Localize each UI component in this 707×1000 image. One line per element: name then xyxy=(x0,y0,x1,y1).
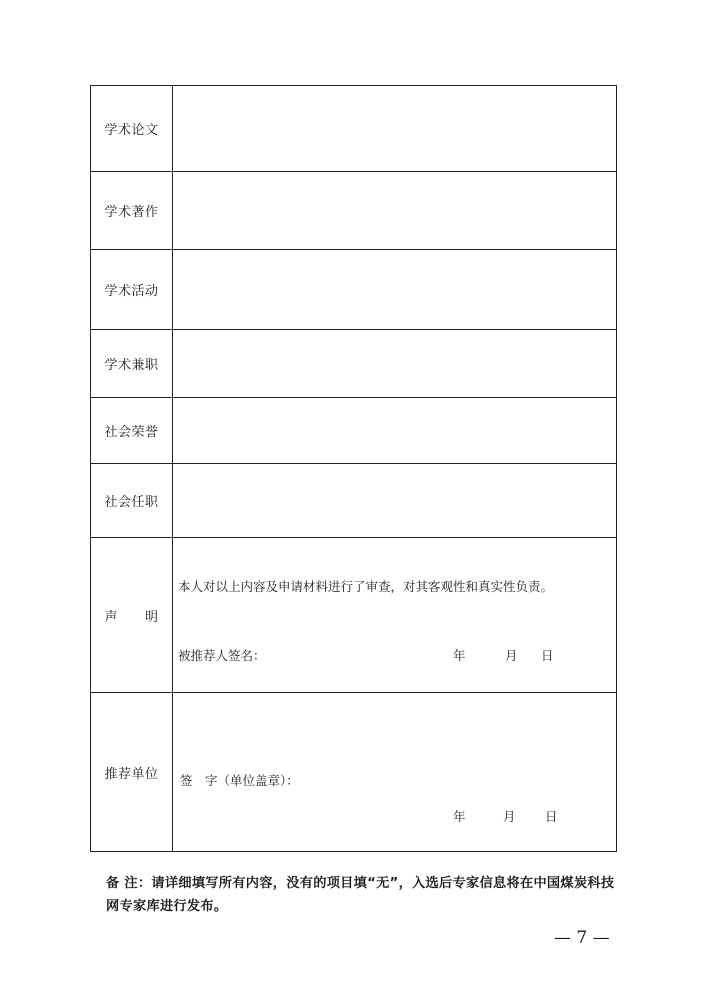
recommender-label: 推荐单位 xyxy=(91,693,173,851)
social-honors-field[interactable] xyxy=(173,398,616,463)
social-positions-field[interactable] xyxy=(173,464,616,537)
application-form-table xyxy=(90,85,617,852)
table-row-academic-positions xyxy=(91,330,616,398)
row-label: 学术著作 xyxy=(91,172,173,249)
recommender-content xyxy=(173,693,616,851)
academic-positions-field[interactable] xyxy=(173,330,616,397)
row-label: 学术论文 xyxy=(91,86,173,171)
table-row-social-honors xyxy=(91,398,616,464)
page-number: — 7 — xyxy=(554,928,610,948)
footnote-remark: 备 注：请详细填写所有内容，没有的项目填“无”，入选后专家信息将在中国煤炭科技网专家库进行发布。 xyxy=(106,876,615,914)
table-row-recommender xyxy=(91,693,616,851)
date-month-label: 月 xyxy=(505,648,518,663)
table-row-social-positions xyxy=(91,464,616,538)
declaration-label: 声 明 xyxy=(91,538,173,692)
row-label: 学术兼职 xyxy=(91,330,173,397)
row-label: 学术活动 xyxy=(91,250,173,329)
date-day-label: 日 xyxy=(545,809,558,824)
academic-papers-field[interactable] xyxy=(173,86,616,171)
date-day-label: 日 xyxy=(541,648,554,663)
table-row-academic-activities xyxy=(91,250,616,330)
declaration-statement: 本人对以上内容及申请材料进行了审查，对其客观性和真实性负责。 xyxy=(178,579,554,594)
declaration-content xyxy=(173,538,616,692)
table-row-declaration xyxy=(91,538,616,693)
date-year-label: 年 xyxy=(453,648,466,663)
nominee-signature-label: 被推荐人签名： xyxy=(178,648,266,663)
unit-signature-label: 签 字（单位盖章）： xyxy=(180,773,299,788)
academic-works-field[interactable] xyxy=(173,172,616,249)
table-row-academic-papers xyxy=(91,86,616,172)
row-label: 社会任职 xyxy=(91,464,173,537)
table-row-academic-works xyxy=(91,172,616,250)
academic-activities-field[interactable] xyxy=(173,250,616,329)
date-year-label: 年 xyxy=(453,809,466,824)
row-label: 社会荣誉 xyxy=(91,398,173,463)
date-month-label: 月 xyxy=(503,809,516,824)
